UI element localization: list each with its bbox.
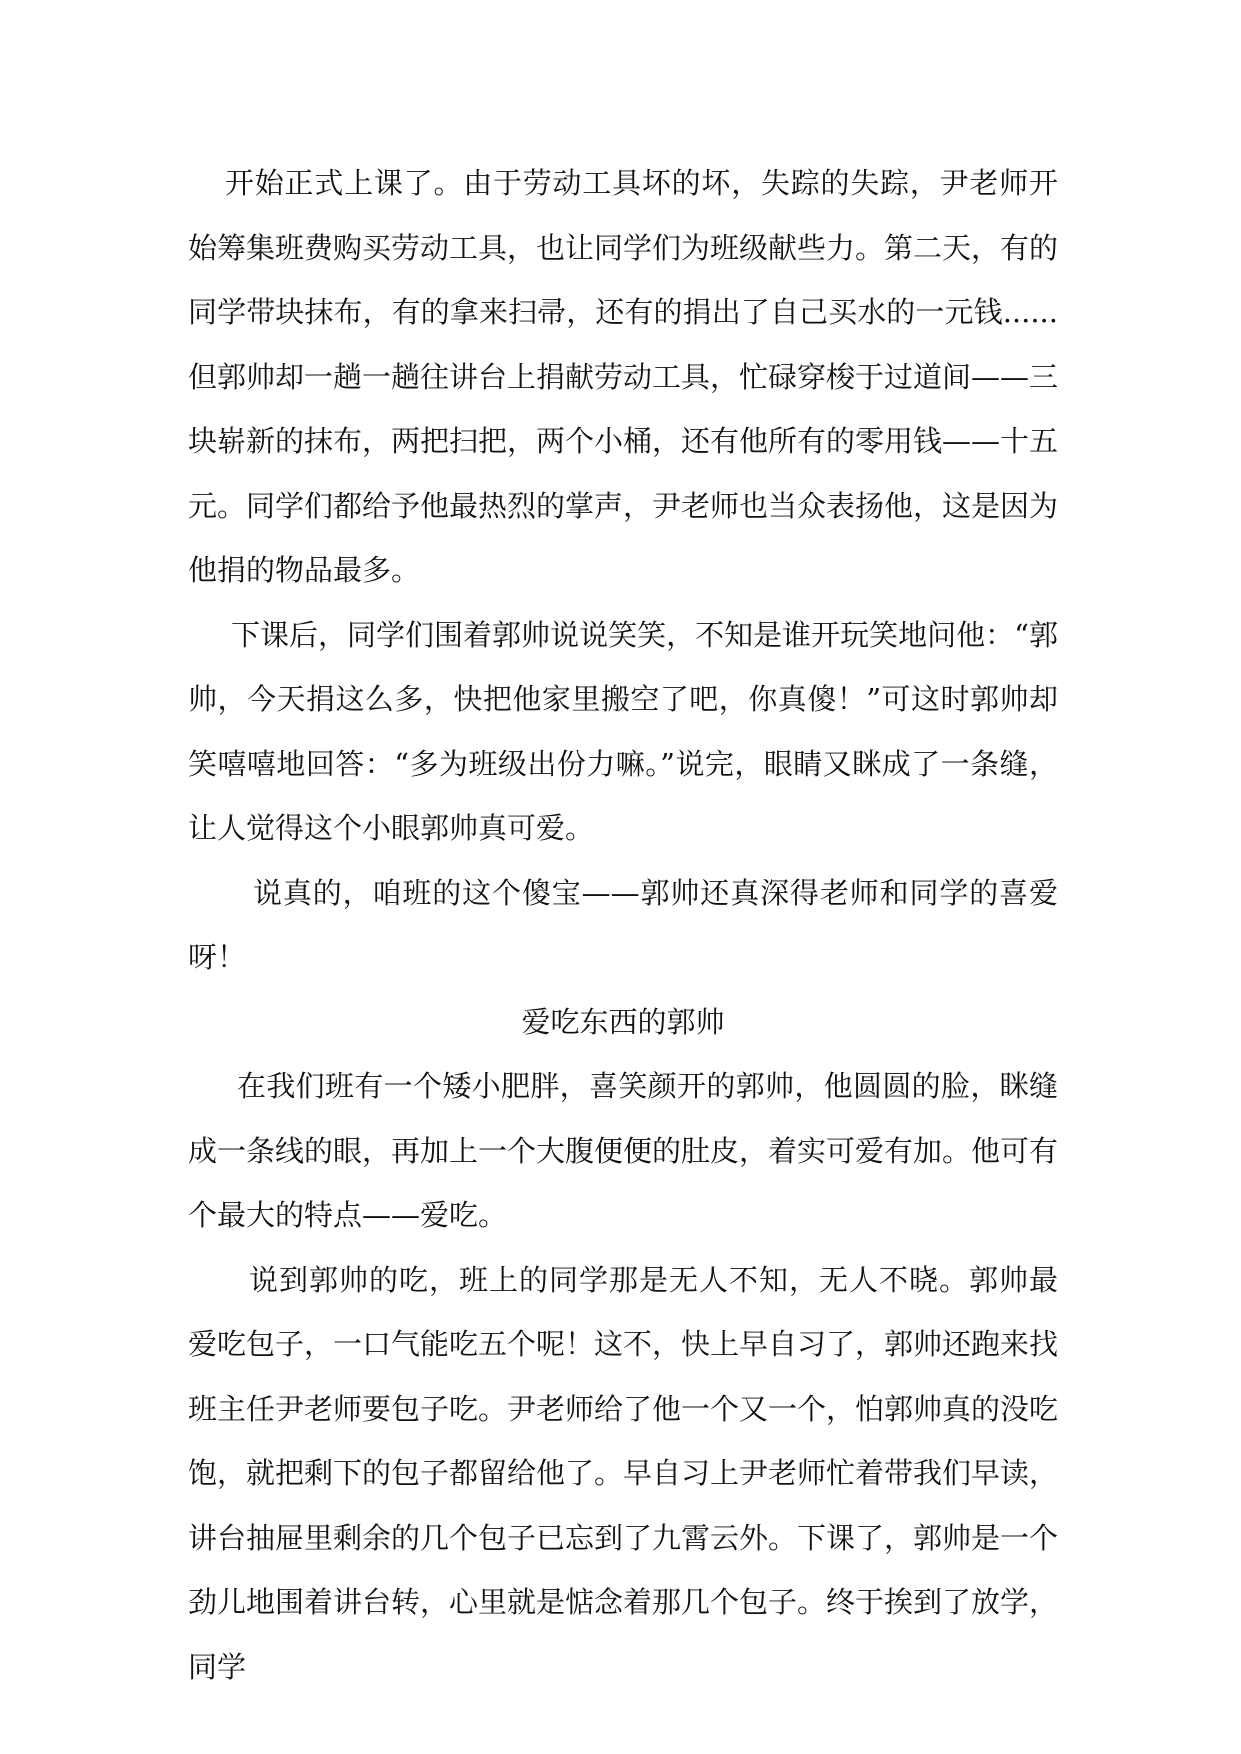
paragraph-after-class: 下课后，同学们围着郭帅说说笑笑，不知是谁开玩笑地问他：“郭帅，今天捐这么多，快把他家里搬空了吧，你真傻！”可这时郭帅却笑嘻嘻地回答：“多为班级出份力嘛。”说完，眼睛又眯成了一条缝，让人觉得这个小眼郭帅真可爱。 [188, 617, 1058, 845]
document-body [188, 151, 1058, 1699]
section-title: 爱吃东西的郭帅 [521, 1004, 725, 1039]
paragraph-class-starts: 开始正式上课了。由于劳动工具坏的坏，失踪的失踪，尹老师开始筹集班费购买劳动工具，也让同学们为班级献些力。第二天，有的同学带块抹布，有的拿来扫帚，还有的捐出了自己买水的一元钱......但郭帅却一趟一趟往讲台上捐献劳动工具，忙碌穿梭于过道间——三块崭新的抹布，两把扫把，两个小桶，还有他所有的零用钱——十五元。同学们都给予他最热烈的掌声，尹老师也当众表扬他，这是因为他捐的物品最多。 [188, 166, 1059, 587]
paragraph-section-eating: 说到郭帅的吃，班上的同学那是无人不知，无人不晓。郭帅最爱吃包子，一口气能吃五个呢！这不，快上早自习了，郭帅还跑来找班主任尹老师要包子吃。尹老师给了他一个又一个，怕郭帅真的没吃饱，就把剩下的包子都留给他了。早自习上尹老师忙着带我们早读，讲台抽屉里剩余的几个包子已忘到了九霄云外。下课了，郭帅是一个劲儿地围着讲台转，心里就是惦念着那几个包子。终于挨到了放学，同学 [188, 1262, 1059, 1684]
paragraph-section-intro: 在我们班有一个矮小肥胖，喜笑颜开的郭帅，他圆圆的脸，眯缝成一条线的眼，再加上一个大腹便便的肚皮，着实可爱有加。他可有个最大的特点——爱吃。 [188, 1069, 1059, 1232]
paragraph-conclusion: 说真的，咱班的这个傻宝——郭帅还真深得老师和同学的喜爱呀！ [188, 875, 1058, 974]
